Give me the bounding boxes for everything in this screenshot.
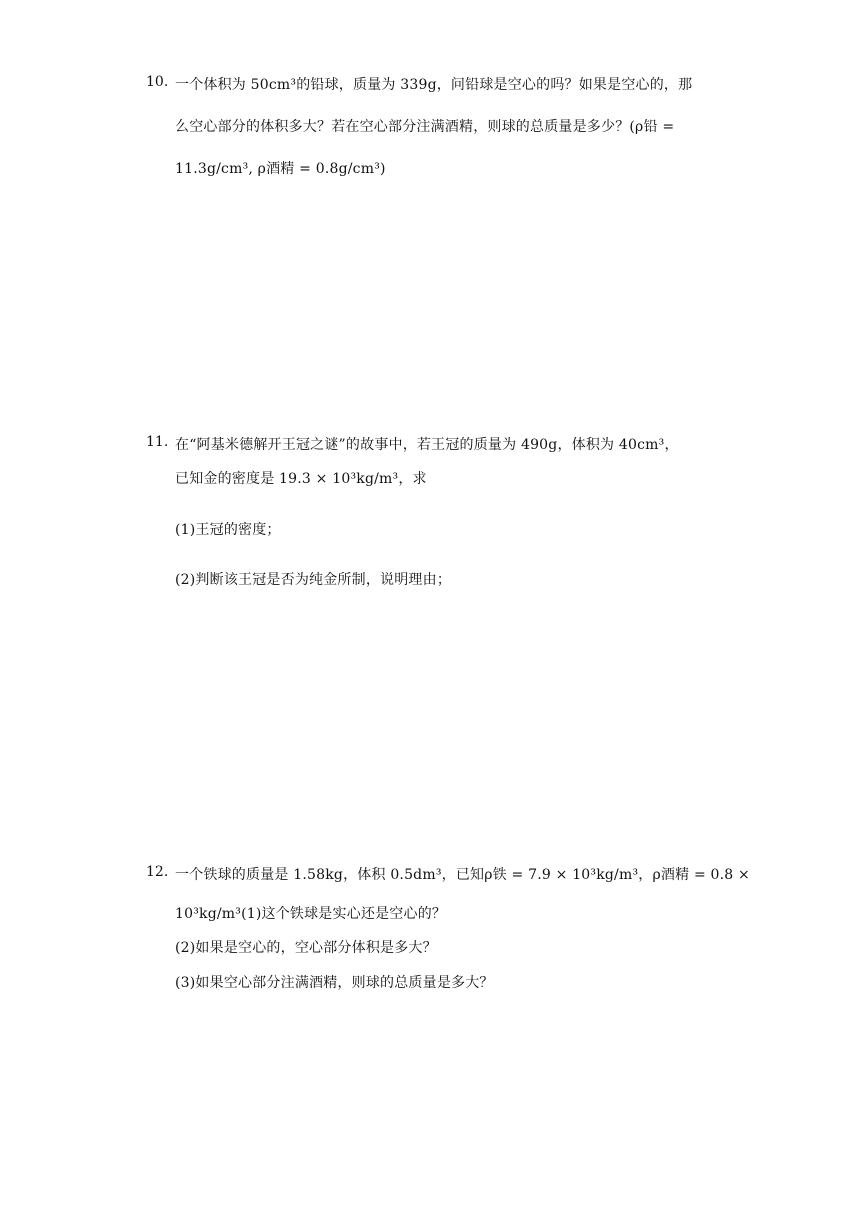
question-subitem: (3)如果空心部分注满酒精，则球的总质量是多大？	[175, 975, 494, 991]
question-line: 10³kg/m³(1)这个铁球是实心还是空心的？	[175, 906, 447, 922]
question-number: 12.	[146, 864, 169, 880]
question-line: 在“阿基米德解开王冠之谜”的故事中，若王冠的质量为 490g，体积为 40cm³，	[175, 437, 679, 453]
question-line: 11.3g/cm³, ρ酒精 = 0.8g/cm³)	[175, 161, 386, 177]
question-subitem: (2)判断该王冠是否为纯金所制，说明理由；	[175, 572, 452, 588]
question-subitem: (2)如果是空心的，空心部分体积是多大？	[175, 940, 437, 956]
question-line: 已知金的密度是 19.3 × 10³kg/m³，求	[175, 471, 427, 487]
question-number: 11.	[146, 434, 169, 450]
question-line: 一个体积为 50cm³的铅球，质量为 339g，问铅球是空心的吗？如果是空心的，那	[175, 77, 693, 93]
question-subitem: (1)王冠的密度；	[175, 522, 281, 538]
question-line: 一个铁球的质量是 1.58kg，体积 0.5dm³，已知ρ铁 = 7.9 × 10³kg/m³，ρ酒精 = 0.8 ×	[175, 867, 750, 883]
question-line: 么空心部分的体积多大？若在空心部分注满酒精，则球的总质量是多少？(ρ铅 =	[175, 119, 675, 135]
question-number: 10.	[146, 74, 169, 90]
